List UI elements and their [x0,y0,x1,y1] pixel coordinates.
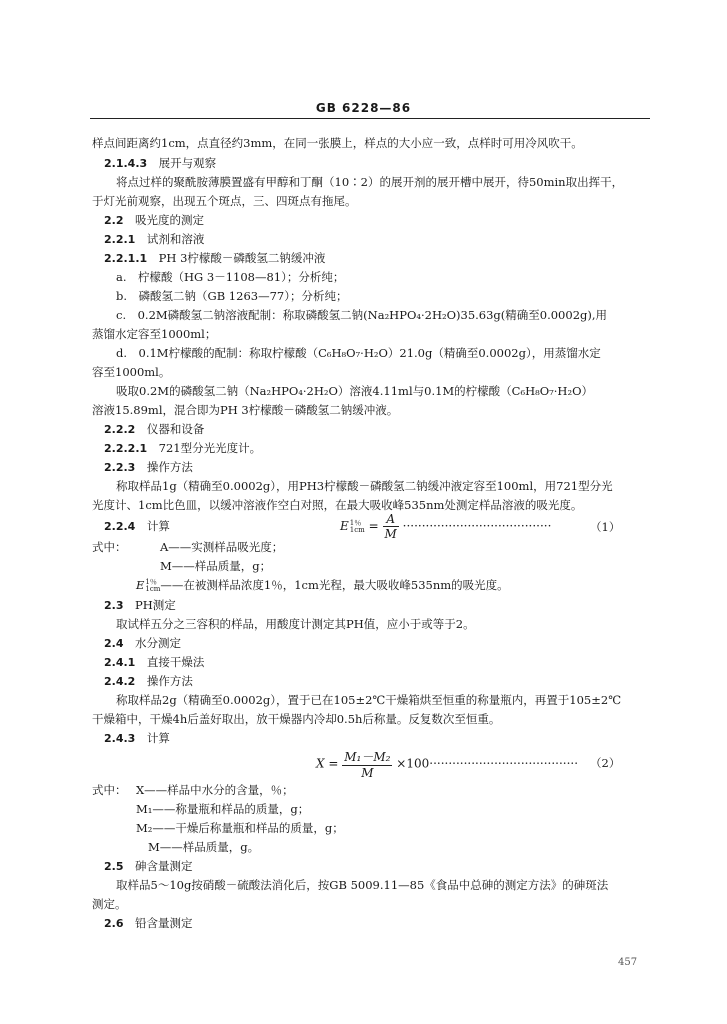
section-heading [104,731,170,746]
formula-symbol: X [316,756,325,771]
text-line: 称取样品1g（精确至0.0002g），用PH3柠檬酸－磷酸氢二钠缓冲液定容至100ml，用721型分光 [116,479,613,493]
formula-numerator: M₁－M₂ [344,750,391,764]
text-line: 容至1000ml。 [92,365,171,379]
text-line: 干燥箱中，干燥4h后盖好取出，放干燥器内冷却0.5h后称量。反复数次至恒重。 [92,712,501,726]
section-number: 2.4 [104,637,124,650]
formula-leader: ······································· [402,519,552,533]
text-line: 溶液15.89ml，混合即为PH 3柠檬酸－磷酸氢二钠缓冲液。 [92,403,399,417]
section-heading [104,598,176,613]
list-item: d. 0.1M柠檬酸的配制：称取柠檬酸（C₆H₈O₇·H₂O）21.0g（精确至0.0002g），用蒸馏水定 [116,346,601,360]
section-heading [104,156,216,171]
definition-line: X——样品中水分的含量，％； [136,783,294,797]
section-heading [104,422,204,437]
text-line: 称取样品2g（精确至0.0002g），置于已在105±2℃干燥箱烘至恒重的称量瓶内，再置于105±2℃ [116,693,622,707]
section-title: 仪器和设备 [146,422,205,436]
definition-intro: 式中： [92,540,127,554]
page-header: GB 6228—86 [315,101,412,115]
section-title: PH测定 [135,598,176,612]
definition-intro: 式中： [92,783,127,797]
text-line: 光度计、1cm比色皿，以缓冲溶液作空白对照，在最大吸收峰535nm处测定样品溶液的吸光度。 [92,498,583,512]
list-item: b. 磷酸氢二钠（GB 1263—77）；分析纯； [116,289,348,303]
section-heading [104,674,193,689]
formula-sub: 1cm [349,525,365,534]
section-number: 2.4.2 [104,675,136,688]
section-number: 2.6 [104,917,124,930]
section-number: 2.2.3 [104,461,136,474]
page-number: 457 [618,957,638,968]
section-heading [104,636,181,651]
section-title: 操作方法 [146,674,193,688]
formula-equals: = [328,756,339,771]
formula-sup: 1％ [349,518,362,527]
text-line: 将点过样的聚酰胺薄膜置盛有甲醇和丁酮（10∶2）的展开剂的展开槽中展开，待50min取出挥干， [116,175,624,189]
formula-numerator: A [383,512,399,527]
header-rule [90,118,650,119]
def-sup: 1％ [145,578,157,586]
text-line: 取试样五分之三容积的样品，用酸度计测定其PH值，应小于或等于2。 [116,617,475,631]
section-title: 计算 [146,519,170,533]
text-line: 样点间距离约1cm，点直径约3mm，在同一张膜上，样点的大小应一致，点样时可用冷风吹干。 [92,136,583,150]
formula-sup-sub [350,520,365,534]
section-title: 721型分光光度计。 [158,441,262,455]
section-title: 试剂和溶液 [146,232,205,246]
section-title: 砷含量测定 [135,859,193,873]
section-number: 2.2.2 [104,423,136,436]
definition-line: A——实测样品吸光度； [160,540,284,554]
definition-line: M₂——干燥后称量瓶和样品的质量，g； [136,821,344,835]
formula-multiplier: ×100 [396,756,430,771]
section-title: PH 3柠檬酸－磷酸氢二钠缓冲液 [158,251,326,265]
section-title: 水分测定 [135,636,181,650]
section-heading [104,213,204,228]
definition-line [136,578,509,593]
section-heading [104,232,204,247]
formula-1 [340,512,551,541]
section-title: 铅含量测定 [135,916,193,930]
formula-denominator: M [361,766,374,780]
def-sup-sub [145,579,160,593]
section-heading [104,859,193,874]
section-heading [104,460,193,475]
def-sub: 1cm [145,585,161,593]
section-number: 2.4.1 [104,656,136,669]
text-line: 吸取0.2M的磷酸氢二钠（Na₂HPO₄·2H₂O）溶液4.11ml与0.1M的柠檬酸（C₆H₈O₇·H₂O） [116,384,593,398]
section-heading [104,251,325,266]
definition-line: M——样品质量，g。 [148,840,260,854]
section-heading [104,916,193,931]
definition-line: M——样品质量，g； [160,559,272,573]
definition-line: M₁——称量瓶和样品的质量，g； [136,802,310,816]
formula-symbol: E [340,519,349,533]
section-title: 直接干燥法 [146,655,205,669]
def-text: ——在被测样品浓度1％，1cm光程，最大吸收峰535nm的吸光度。 [160,578,509,592]
section-title: 计算 [146,731,170,745]
text-line: 于灯光前观察，出现五个斑点，三、四斑点有拖尾。 [92,194,357,208]
text-line: 测定。 [92,897,127,911]
section-title: 操作方法 [146,460,193,474]
equation-number: （2） [590,756,621,770]
section-number: 2.1.4.3 [104,157,148,170]
def-symbol: E [136,578,145,592]
list-item: c. 0.2M磷酸氢二钠溶液配制：称取磷酸氢二钠(Na₂HPO₄·2H₂O)35.63g(精确至0.0002g),用 [116,308,608,322]
section-number: 2.2.4 [104,520,136,533]
formula-fraction [342,748,392,780]
formula-fraction [383,512,399,541]
section-number: 2.3 [104,599,124,612]
formula-equals: = [368,519,379,533]
section-title: 展开与观察 [158,156,217,170]
equation-number: （1） [590,520,621,534]
text-line: 取样品5～10g按硝酸－硫酸法消化后，按GB 5009.11—85《食品中总砷的测定方法》的砷斑法 [116,878,609,892]
formula-2 [316,748,578,780]
text-line: 蒸馏水定容至1000ml； [92,327,217,341]
section-number: 2.2 [104,214,124,227]
section-number: 2.2.1 [104,233,136,246]
section-heading [104,519,170,534]
section-heading [104,655,204,670]
section-heading [104,441,261,456]
list-item: a. 柠檬酸（HG 3－1108—81）；分析纯； [116,270,345,284]
section-title: 吸光度的测定 [135,213,204,227]
formula-denominator: M [384,527,397,541]
section-number: 2.2.2.1 [104,442,148,455]
section-number: 2.4.3 [104,732,136,745]
section-number: 2.2.1.1 [104,252,148,265]
formula-leader: ······································· [429,756,579,771]
section-number: 2.5 [104,860,124,873]
